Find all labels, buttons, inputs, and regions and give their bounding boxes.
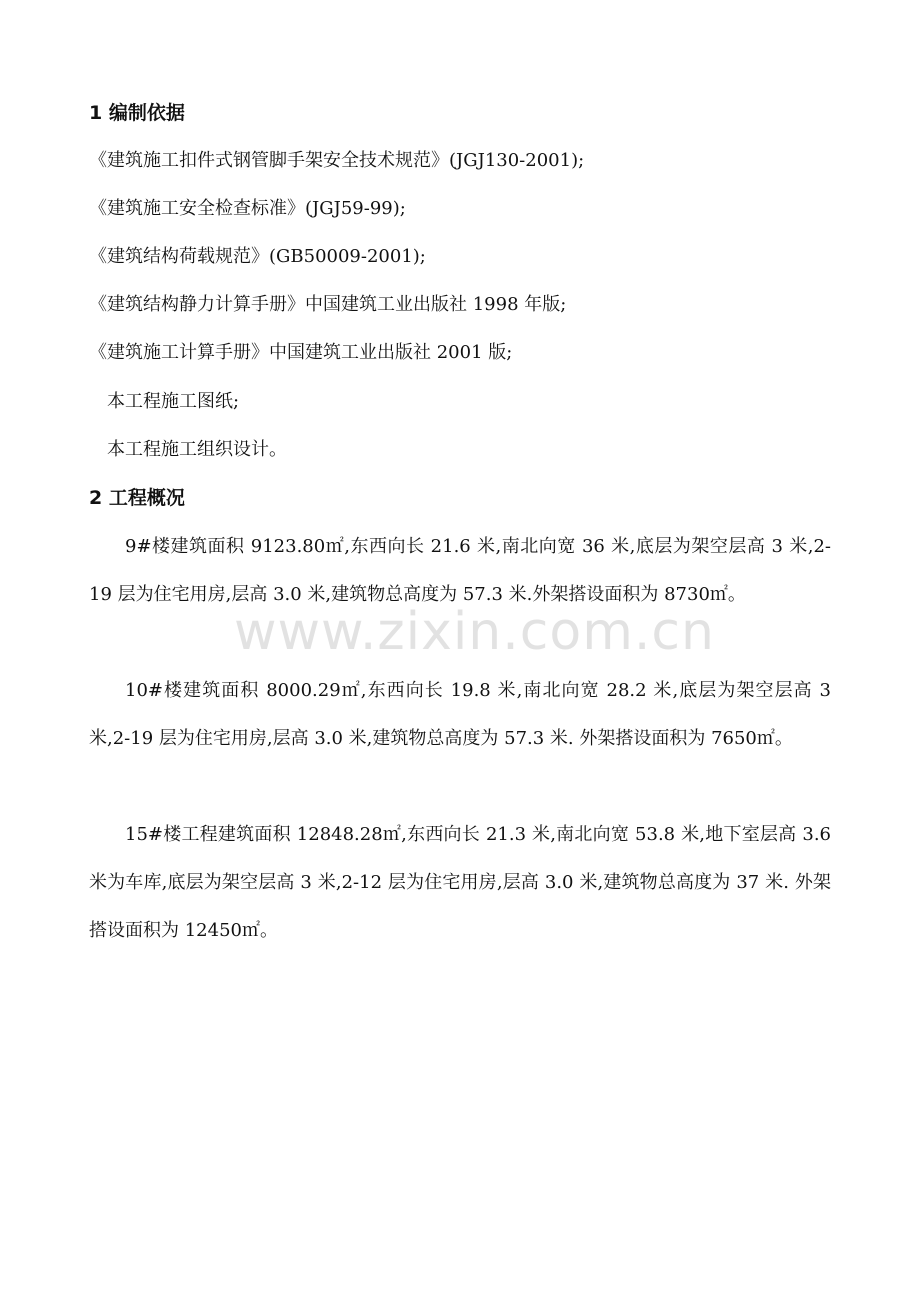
section-2-heading: 2 工程概况: [89, 487, 185, 509]
building-9-paragraph: 9#楼建筑面积 9123.80㎡,东西向长 21.6 米,南北向宽 36 米,底层为架空层高 3 米,2-19 层为住宅用房,层高 3.0 米,建筑物总高度为 57.3 米.外架搭设面积为 8730㎡。: [89, 536, 831, 605]
building-15-paragraph: 15#楼工程建筑面积 12848.28㎡,东西向长 21.3 米,南北向宽 53.8 米,地下室层高 3.6 米为车库,底层为架空层高 3 米,2-12 层为住宅用房,层高 3.0 米,建筑物总高度为 37 米. 外架搭设面积为 12450㎡。: [89, 824, 831, 941]
reference-item: 本工程施工图纸;: [107, 391, 240, 412]
building-10-paragraph: 10#楼建筑面积 8000.29㎡,东西向长 19.8 米,南北向宽 28.2 米,底层为架空层高 3 米,2-19 层为住宅用房,层高 3.0 米,建筑物总高度为 57.3 米. 外架搭设面积为 7650㎡。: [89, 680, 831, 749]
reference-item: 《建筑施工扣件式钢管脚手架安全技术规范》(JGJ130-2001);: [89, 150, 585, 171]
reference-item: 《建筑结构静力计算手册》中国建筑工业出版社 1998 年版;: [89, 294, 567, 315]
reference-item: 《建筑结构荷载规范》(GB50009-2001);: [89, 246, 426, 267]
section-1-heading: 1 编制依据: [89, 102, 185, 124]
reference-item: 本工程施工组织设计。: [107, 439, 287, 460]
reference-item: 《建筑施工安全检查标准》(JGJ59-99);: [89, 198, 406, 219]
reference-item: 《建筑施工计算手册》中国建筑工业出版社 2001 版;: [89, 342, 513, 363]
watermark-text: www.zixin.com.cn: [234, 602, 715, 662]
